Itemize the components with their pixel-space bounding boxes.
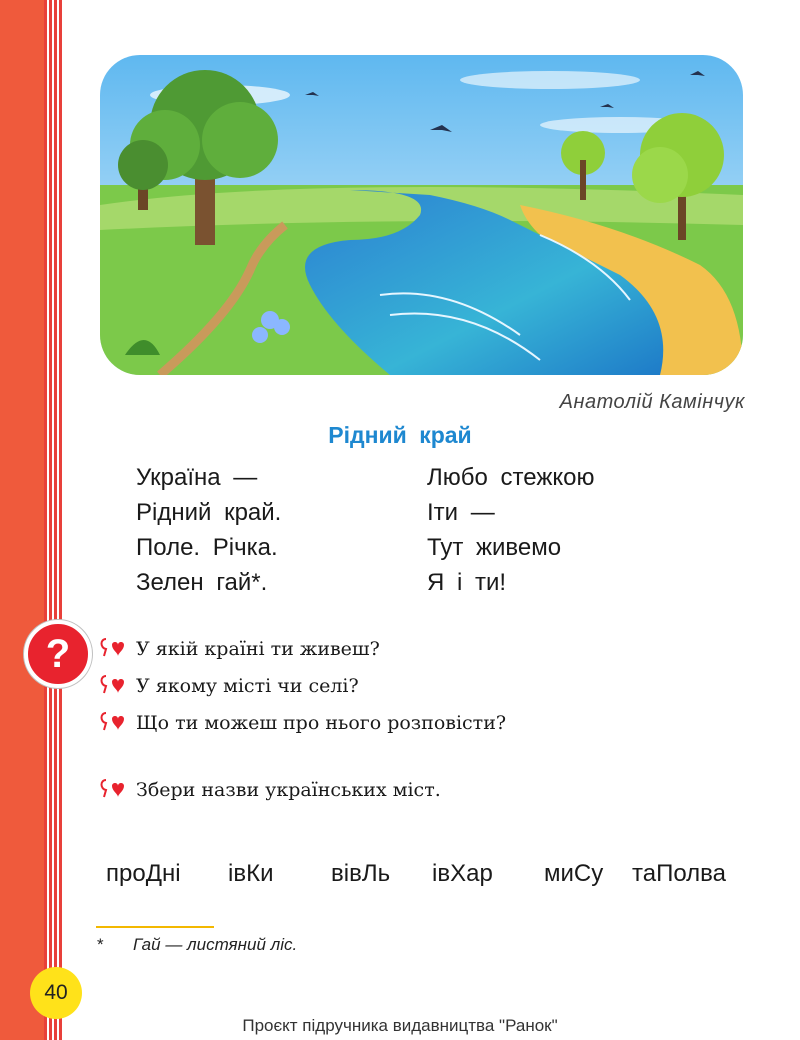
poem-line: Рідний край. [136,499,282,526]
poem-line: Іти — [427,499,495,526]
poem-line: Тут живемо [427,534,562,561]
task-instruction [98,777,441,803]
footnote-divider [96,926,214,928]
page-number: 40 [30,967,82,1019]
footnote-marker: * [97,935,104,954]
side-stripes [44,0,64,1040]
question-text: Що ти можеш про нього розповісти? [136,711,507,734]
scrambled-word: івКи [228,860,274,887]
poem-column-2 [427,460,594,600]
side-band [0,0,44,1040]
publisher-note: Проєкт підручника видавництва "Ранок" [242,1016,558,1035]
poem-line: Я і ти! [427,569,507,596]
poem-line: Любо стежкою [427,464,595,491]
poem-line: Україна — [136,464,258,491]
footnote [97,935,297,955]
speech-bubble-icon [98,777,128,803]
river-landscape-illustration [100,55,743,375]
poem-column-1 [136,460,281,600]
task-text: Збери назви українських міст. [136,779,441,801]
poem-line: Зелен гай*. [136,569,268,596]
scrambled-word: миСу [544,860,604,887]
scrambled-word: вівЛь [331,860,391,887]
speech-bubble-icon [98,636,128,662]
scrambled-word: івХар [432,860,493,887]
question-text: У якій країні ти живеш? [136,637,380,660]
speech-bubble-icon [98,710,128,736]
speech-bubble-icon [98,673,128,699]
question-mark-icon: ? [24,620,92,688]
question-item [98,704,506,741]
author-name: Анатолій Камінчук [559,391,745,413]
poem-line: Поле. Річка. [136,534,278,561]
poem-title: Рідний край [328,422,472,448]
question-item [98,630,506,667]
footnote-text: Гай — листяний ліс. [133,935,298,954]
question-item [98,667,506,704]
scrambled-word: проДні [106,860,181,887]
question-text: У якому місті чи селі? [136,674,359,697]
scrambled-word: таПолва [632,860,726,887]
questions-list [98,630,506,741]
